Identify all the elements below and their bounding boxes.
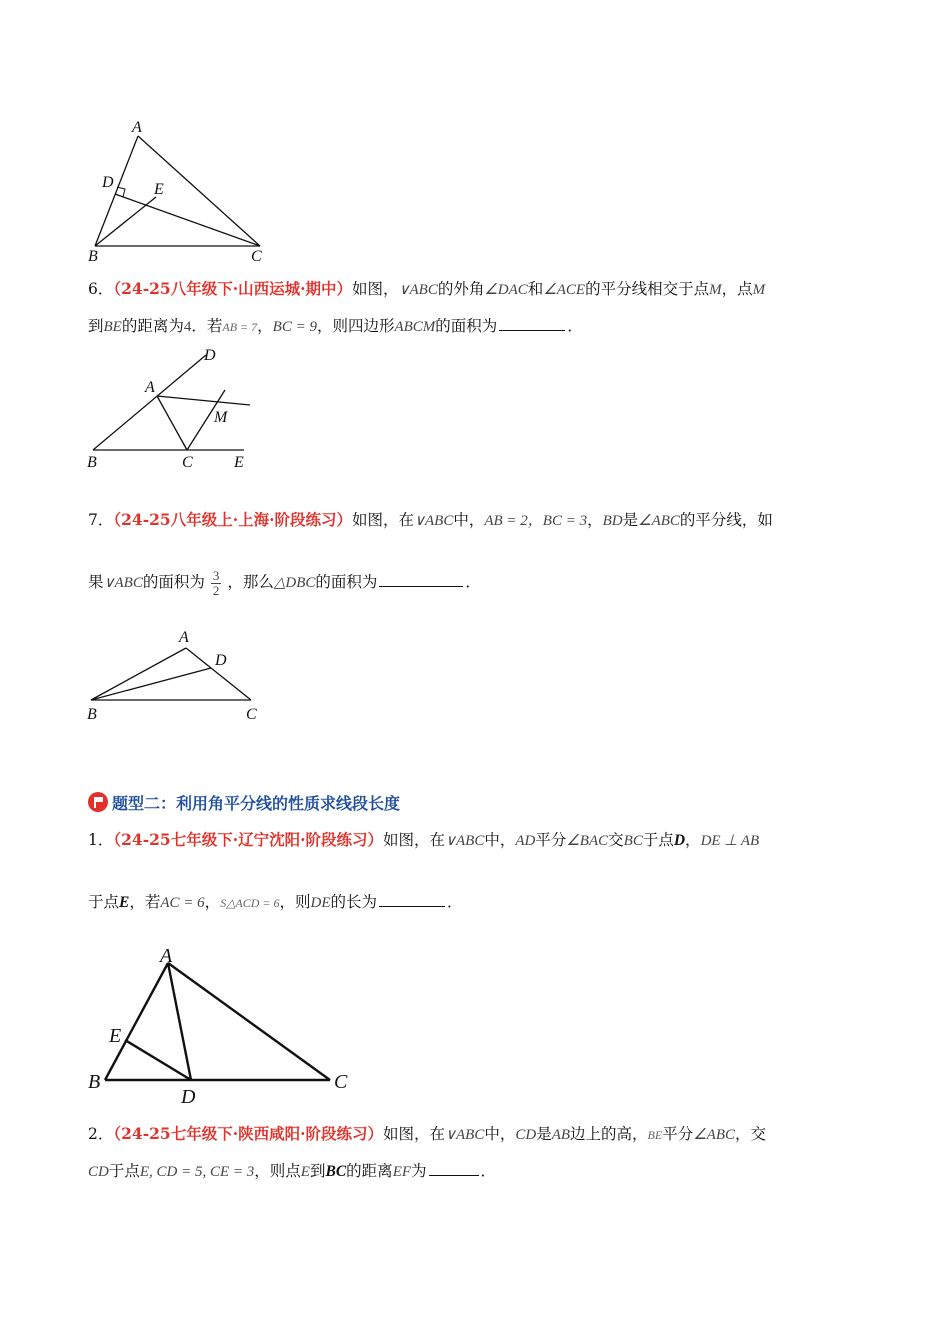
label-e: E <box>234 454 244 471</box>
math-triangle: ∨ABC <box>445 833 485 849</box>
math-angle: ∠ABC <box>693 1127 736 1143</box>
text: 是 <box>622 511 639 529</box>
text: 的距离为 <box>121 317 184 335</box>
text: 于点 <box>642 831 674 849</box>
math-condition: AC = 6 <box>160 895 205 911</box>
s2q1-line-1 <box>88 830 759 851</box>
math-point: E <box>300 1164 310 1180</box>
math-point: M <box>709 282 722 298</box>
text: 的外角 <box>437 280 485 298</box>
text: ． <box>465 573 481 591</box>
text: ， <box>587 511 603 529</box>
text: 的面积为 <box>142 573 205 591</box>
q7-source: （24-25八年级上·上海·阶段练习） <box>113 510 352 529</box>
text: 如图，在 <box>383 831 446 849</box>
text: 为 <box>411 1162 427 1180</box>
math-quadrilateral: ABCM <box>394 319 436 335</box>
s2q1-number: 1． <box>88 831 114 849</box>
text: 交 <box>608 831 624 849</box>
text: 的距离 <box>346 1162 393 1180</box>
text: 如图， <box>352 280 399 298</box>
text: ，则点 <box>254 1162 301 1180</box>
label-m: M <box>214 409 228 426</box>
math-triangle: ∨ABC <box>103 575 143 591</box>
text: ， <box>685 831 701 849</box>
text: 果 <box>88 573 104 591</box>
math-triangle: ∨ABC <box>414 513 454 529</box>
math-area: S△ACD = 6 <box>220 896 280 910</box>
label-b: B <box>87 706 97 723</box>
label-a: A <box>179 629 189 646</box>
math-angle: ∠ABC <box>638 513 680 529</box>
section-heading <box>88 790 400 814</box>
figure-s2q1 <box>80 940 370 1110</box>
math-condition: DE ⊥ AB <box>700 833 760 849</box>
label-b: B <box>87 454 97 471</box>
text: ．若 <box>191 317 223 335</box>
text: ，交 <box>735 1125 767 1143</box>
math-condition: AB = 7 <box>222 320 258 334</box>
q7-line-1 <box>88 510 773 531</box>
s2q1-line-2 <box>88 892 463 913</box>
s2q2-source: （24-25七年级下·陕西咸阳·阶段练习） <box>113 1124 383 1143</box>
answer-blank <box>379 572 463 587</box>
text: 的平分线，如 <box>679 511 773 529</box>
label-d: D <box>215 652 227 669</box>
math-number: 4 <box>183 319 192 335</box>
math-segment: AB <box>551 1127 571 1143</box>
math-segment: BE <box>103 319 122 335</box>
text: 中， <box>453 511 485 529</box>
figure-triangle-abc-top <box>80 115 280 265</box>
flag-icon <box>88 792 108 812</box>
text: ． <box>480 1162 497 1180</box>
label-a: A <box>132 119 142 136</box>
section-title: 题型二：利用角平分线的性质求线段长度 <box>112 793 401 813</box>
text: 的面积为 <box>435 317 498 335</box>
label-d: D <box>102 174 114 191</box>
math-segment: DE <box>310 895 331 911</box>
label-d: D <box>204 347 216 364</box>
text: 的面积为 <box>315 573 378 591</box>
q7-line-2 <box>88 562 481 603</box>
q6-line-2 <box>88 316 583 337</box>
text: 的长为 <box>330 893 378 911</box>
text: ，若 <box>129 893 161 911</box>
s2q2-number: 2． <box>88 1125 114 1143</box>
text: 平分 <box>662 1125 694 1143</box>
text: 如图，在 <box>383 1125 446 1143</box>
text: ， <box>204 893 221 911</box>
math-condition: E, CD = 5, CE = 3 <box>139 1164 255 1180</box>
label-e: E <box>109 1025 122 1047</box>
math-triangle: ∨ABC <box>445 1127 485 1143</box>
label-e: E <box>154 181 164 198</box>
label-c: C <box>246 706 257 723</box>
text: 到 <box>88 317 104 335</box>
numerator: 3 <box>212 567 220 583</box>
label-b: B <box>88 248 98 265</box>
math-segment: BE <box>647 1128 663 1142</box>
label-a: A <box>145 379 155 396</box>
label-c: C <box>182 454 193 471</box>
s2q1-source: （24-25七年级下·辽宁沈阳·阶段练习） <box>113 830 383 849</box>
denominator: 2 <box>212 582 220 598</box>
answer-blank <box>429 1161 479 1176</box>
text: ，那么 <box>227 573 274 591</box>
q6-line-1 <box>88 279 765 300</box>
math-angle: ∠BAC <box>566 833 609 849</box>
figure-q6 <box>80 345 270 475</box>
math-condition: BC = 9 <box>272 319 317 335</box>
label-d: D <box>181 1086 196 1108</box>
text: 中， <box>484 831 516 849</box>
label-c: C <box>334 1071 348 1093</box>
text: 边上的高， <box>570 1125 648 1143</box>
math-segment: BC <box>623 833 643 849</box>
text: 平分 <box>535 831 567 849</box>
figure-q7 <box>80 625 270 725</box>
text: 是 <box>536 1125 552 1143</box>
text: ， <box>257 317 273 335</box>
text: ，则四边形 <box>316 317 395 335</box>
text: 如图，在 <box>352 511 415 529</box>
text: 和 <box>527 280 544 298</box>
math-segment: BC <box>325 1163 347 1180</box>
text: 于点 <box>108 1162 140 1180</box>
math-angle: ∠DAC <box>484 282 528 298</box>
answer-blank <box>499 316 565 331</box>
label-a: A <box>160 945 173 967</box>
s2q2-line-1 <box>88 1124 766 1145</box>
text: ． <box>447 893 463 911</box>
q7-number: 7． <box>88 511 114 529</box>
label-c: C <box>251 248 262 265</box>
math-triangle: △DBC <box>273 575 316 591</box>
text: 中， <box>484 1125 516 1143</box>
text: 于点 <box>88 893 120 911</box>
math-point: D <box>673 832 686 849</box>
label-b: B <box>88 1071 101 1093</box>
math-condition: AB = 2，BC = 3 <box>484 513 588 529</box>
math-segment: EF <box>392 1164 412 1180</box>
s2q2-line-2 <box>88 1161 496 1182</box>
answer-blank <box>379 892 445 907</box>
text: 的平分线相交于点 <box>585 280 710 298</box>
text: 到 <box>309 1162 326 1180</box>
math-segment: CD <box>88 1164 109 1180</box>
math-angle: ∠ACE <box>543 282 586 298</box>
text: ，则 <box>279 893 311 911</box>
math-triangle: ∨ABC <box>398 282 438 298</box>
math-segment: BD <box>602 513 623 529</box>
fraction-three-halves <box>211 569 222 598</box>
q6-source: （24-25八年级下·山西运城·期中） <box>113 279 352 298</box>
math-segment: AD <box>515 833 536 849</box>
text: ． <box>567 317 583 335</box>
math-segment: CD <box>515 1127 537 1143</box>
q6-number: 6． <box>88 280 114 298</box>
text: ，点 <box>721 280 753 298</box>
math-point: E <box>119 894 130 911</box>
math-point: M <box>752 282 766 298</box>
